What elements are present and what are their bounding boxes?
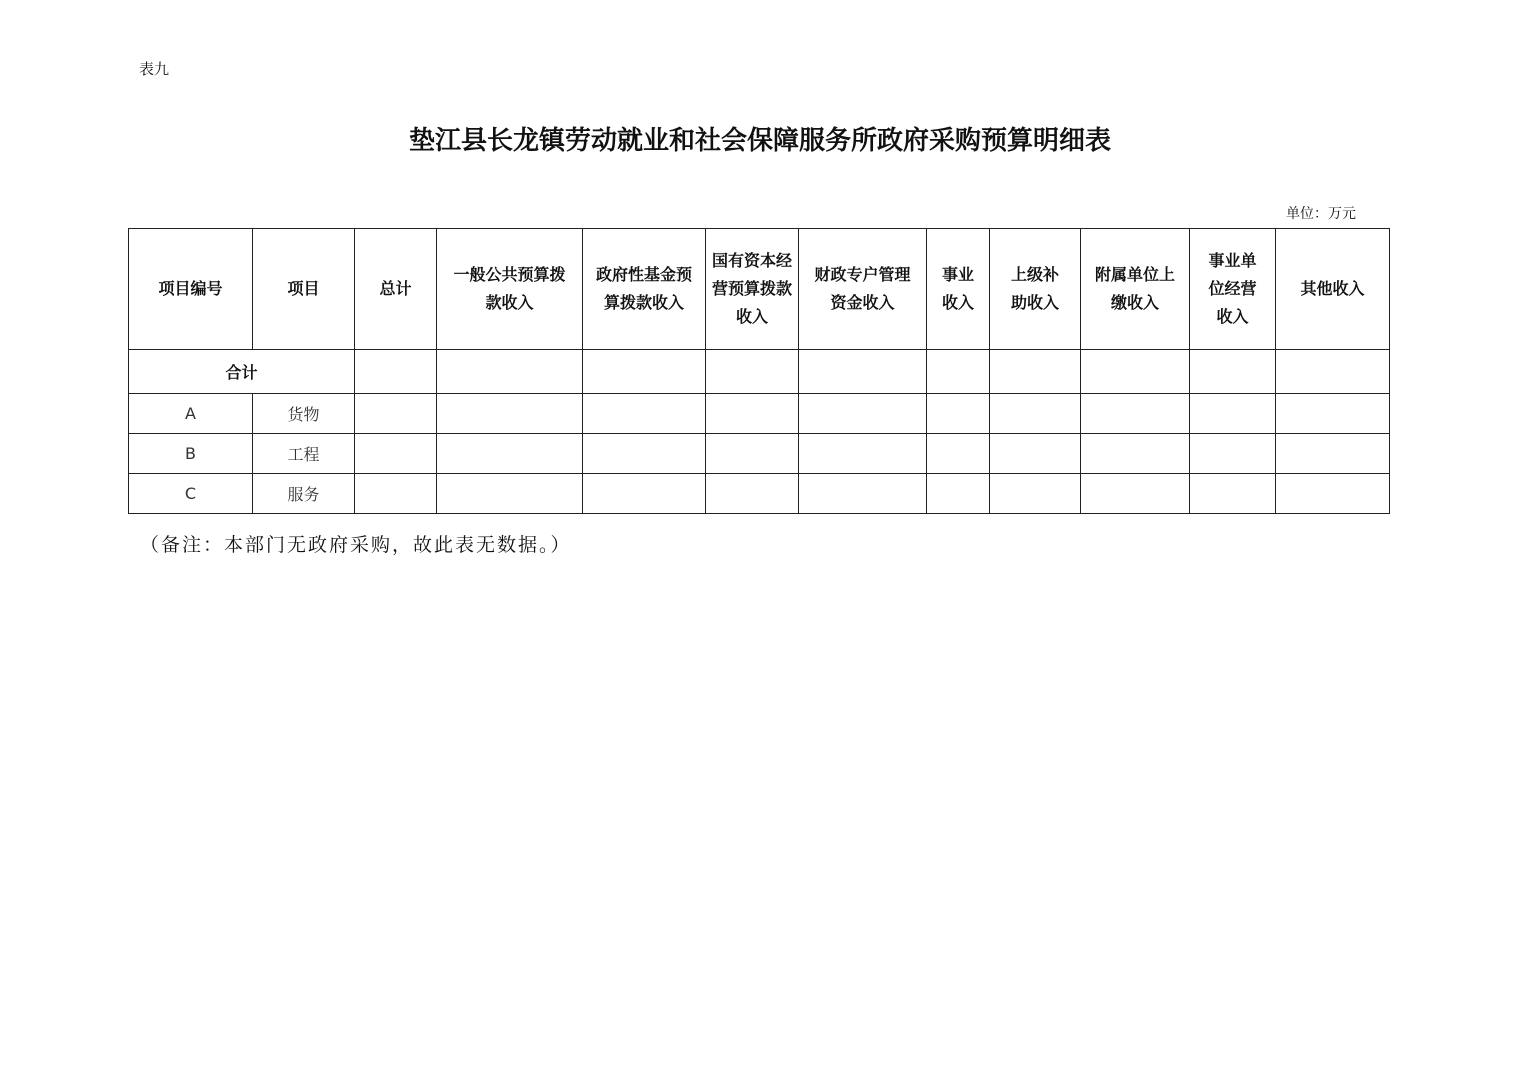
- header-business-income: [927, 229, 990, 350]
- table-cell: [437, 350, 583, 394]
- table-cell: [990, 350, 1081, 394]
- table-cell: [990, 394, 1081, 434]
- table-cell: [799, 394, 927, 434]
- table-cell: [1190, 474, 1276, 514]
- table-cell: [1276, 434, 1390, 474]
- table-cell: [1276, 474, 1390, 514]
- header-label: 国有资本经营预算拨款收入: [712, 251, 793, 326]
- header-label: 政府性基金预算拨款收入: [596, 265, 693, 312]
- table-cell: [1276, 350, 1390, 394]
- project-code-cell: A: [129, 394, 253, 434]
- total-row: [129, 350, 1390, 394]
- header-other-income: [1276, 229, 1390, 350]
- table-cell: [1081, 350, 1190, 394]
- document-title: 垫江县长龙镇劳动就业和社会保障服务所政府采购预算明细表: [408, 126, 1111, 156]
- table-cell: [583, 350, 706, 394]
- project-code-cell: C: [129, 474, 253, 514]
- table-cell: [355, 474, 437, 514]
- header-special-account: [799, 229, 927, 350]
- table-cell: [1190, 350, 1276, 394]
- table-row: [129, 434, 1390, 474]
- table-cell: [927, 474, 990, 514]
- header-label: 其他收入: [1300, 279, 1365, 298]
- header-total: [355, 229, 437, 350]
- header-gov-fund: [583, 229, 706, 350]
- table-cell: [1081, 474, 1190, 514]
- table-cell: [437, 434, 583, 474]
- table-cell: [706, 474, 799, 514]
- header-affiliated-remittance: [1081, 229, 1190, 350]
- header-label: 事业单位经营收入: [1208, 251, 1257, 326]
- header-label: 财政专户管理资金收入: [814, 265, 911, 312]
- table-cell: [355, 394, 437, 434]
- table-cell: [927, 350, 990, 394]
- project-code-cell: B: [129, 434, 253, 474]
- header-project-code: [129, 229, 253, 350]
- table-cell: [355, 350, 437, 394]
- table-cell: [706, 434, 799, 474]
- table-cell: [1081, 434, 1190, 474]
- table-cell: [355, 434, 437, 474]
- table-cell: [927, 394, 990, 434]
- header-superior-subsidy: [990, 229, 1081, 350]
- procurement-budget-table: [128, 228, 1390, 514]
- table-cell: [583, 474, 706, 514]
- table-cell: [927, 434, 990, 474]
- table-row: [129, 474, 1390, 514]
- table-number-label: 表九: [139, 60, 170, 78]
- header-general-budget: [437, 229, 583, 350]
- header-project: [253, 229, 355, 350]
- table-cell: [706, 350, 799, 394]
- header-label: 事业收入: [941, 265, 974, 312]
- table-cell: [799, 474, 927, 514]
- header-label: 一般公共预算拨款收入: [453, 265, 566, 312]
- table-cell: [1190, 434, 1276, 474]
- table-cell: [990, 474, 1081, 514]
- header-label: 上级补助收入: [1010, 265, 1059, 312]
- table-cell: [583, 394, 706, 434]
- table-cell: [990, 434, 1081, 474]
- header-label: 项目: [287, 279, 320, 298]
- table-cell: [799, 434, 927, 474]
- table-cell: [583, 434, 706, 474]
- header-label: 项目编号: [158, 279, 223, 298]
- project-name-cell: 货物: [253, 394, 355, 434]
- header-institution-operating: [1190, 229, 1276, 350]
- table-cell: [1276, 394, 1390, 434]
- remark-note: （备注：本部门无政府采购，故此表无数据。）: [140, 534, 572, 556]
- table-row: [129, 394, 1390, 434]
- header-label: 总计: [379, 279, 412, 298]
- table-cell: [1190, 394, 1276, 434]
- project-name-cell: 工程: [253, 434, 355, 474]
- table-cell: [1081, 394, 1190, 434]
- header-label: 附属单位上缴收入: [1095, 265, 1176, 312]
- unit-note: 单位：万元: [1286, 206, 1356, 222]
- table-cell: [437, 394, 583, 434]
- table-cell: [437, 474, 583, 514]
- total-row-label: 合计: [129, 350, 355, 394]
- table-cell: [706, 394, 799, 434]
- table-cell: [799, 350, 927, 394]
- header-state-capital: [706, 229, 799, 350]
- header-row: [129, 229, 1390, 350]
- project-name-cell: 服务: [253, 474, 355, 514]
